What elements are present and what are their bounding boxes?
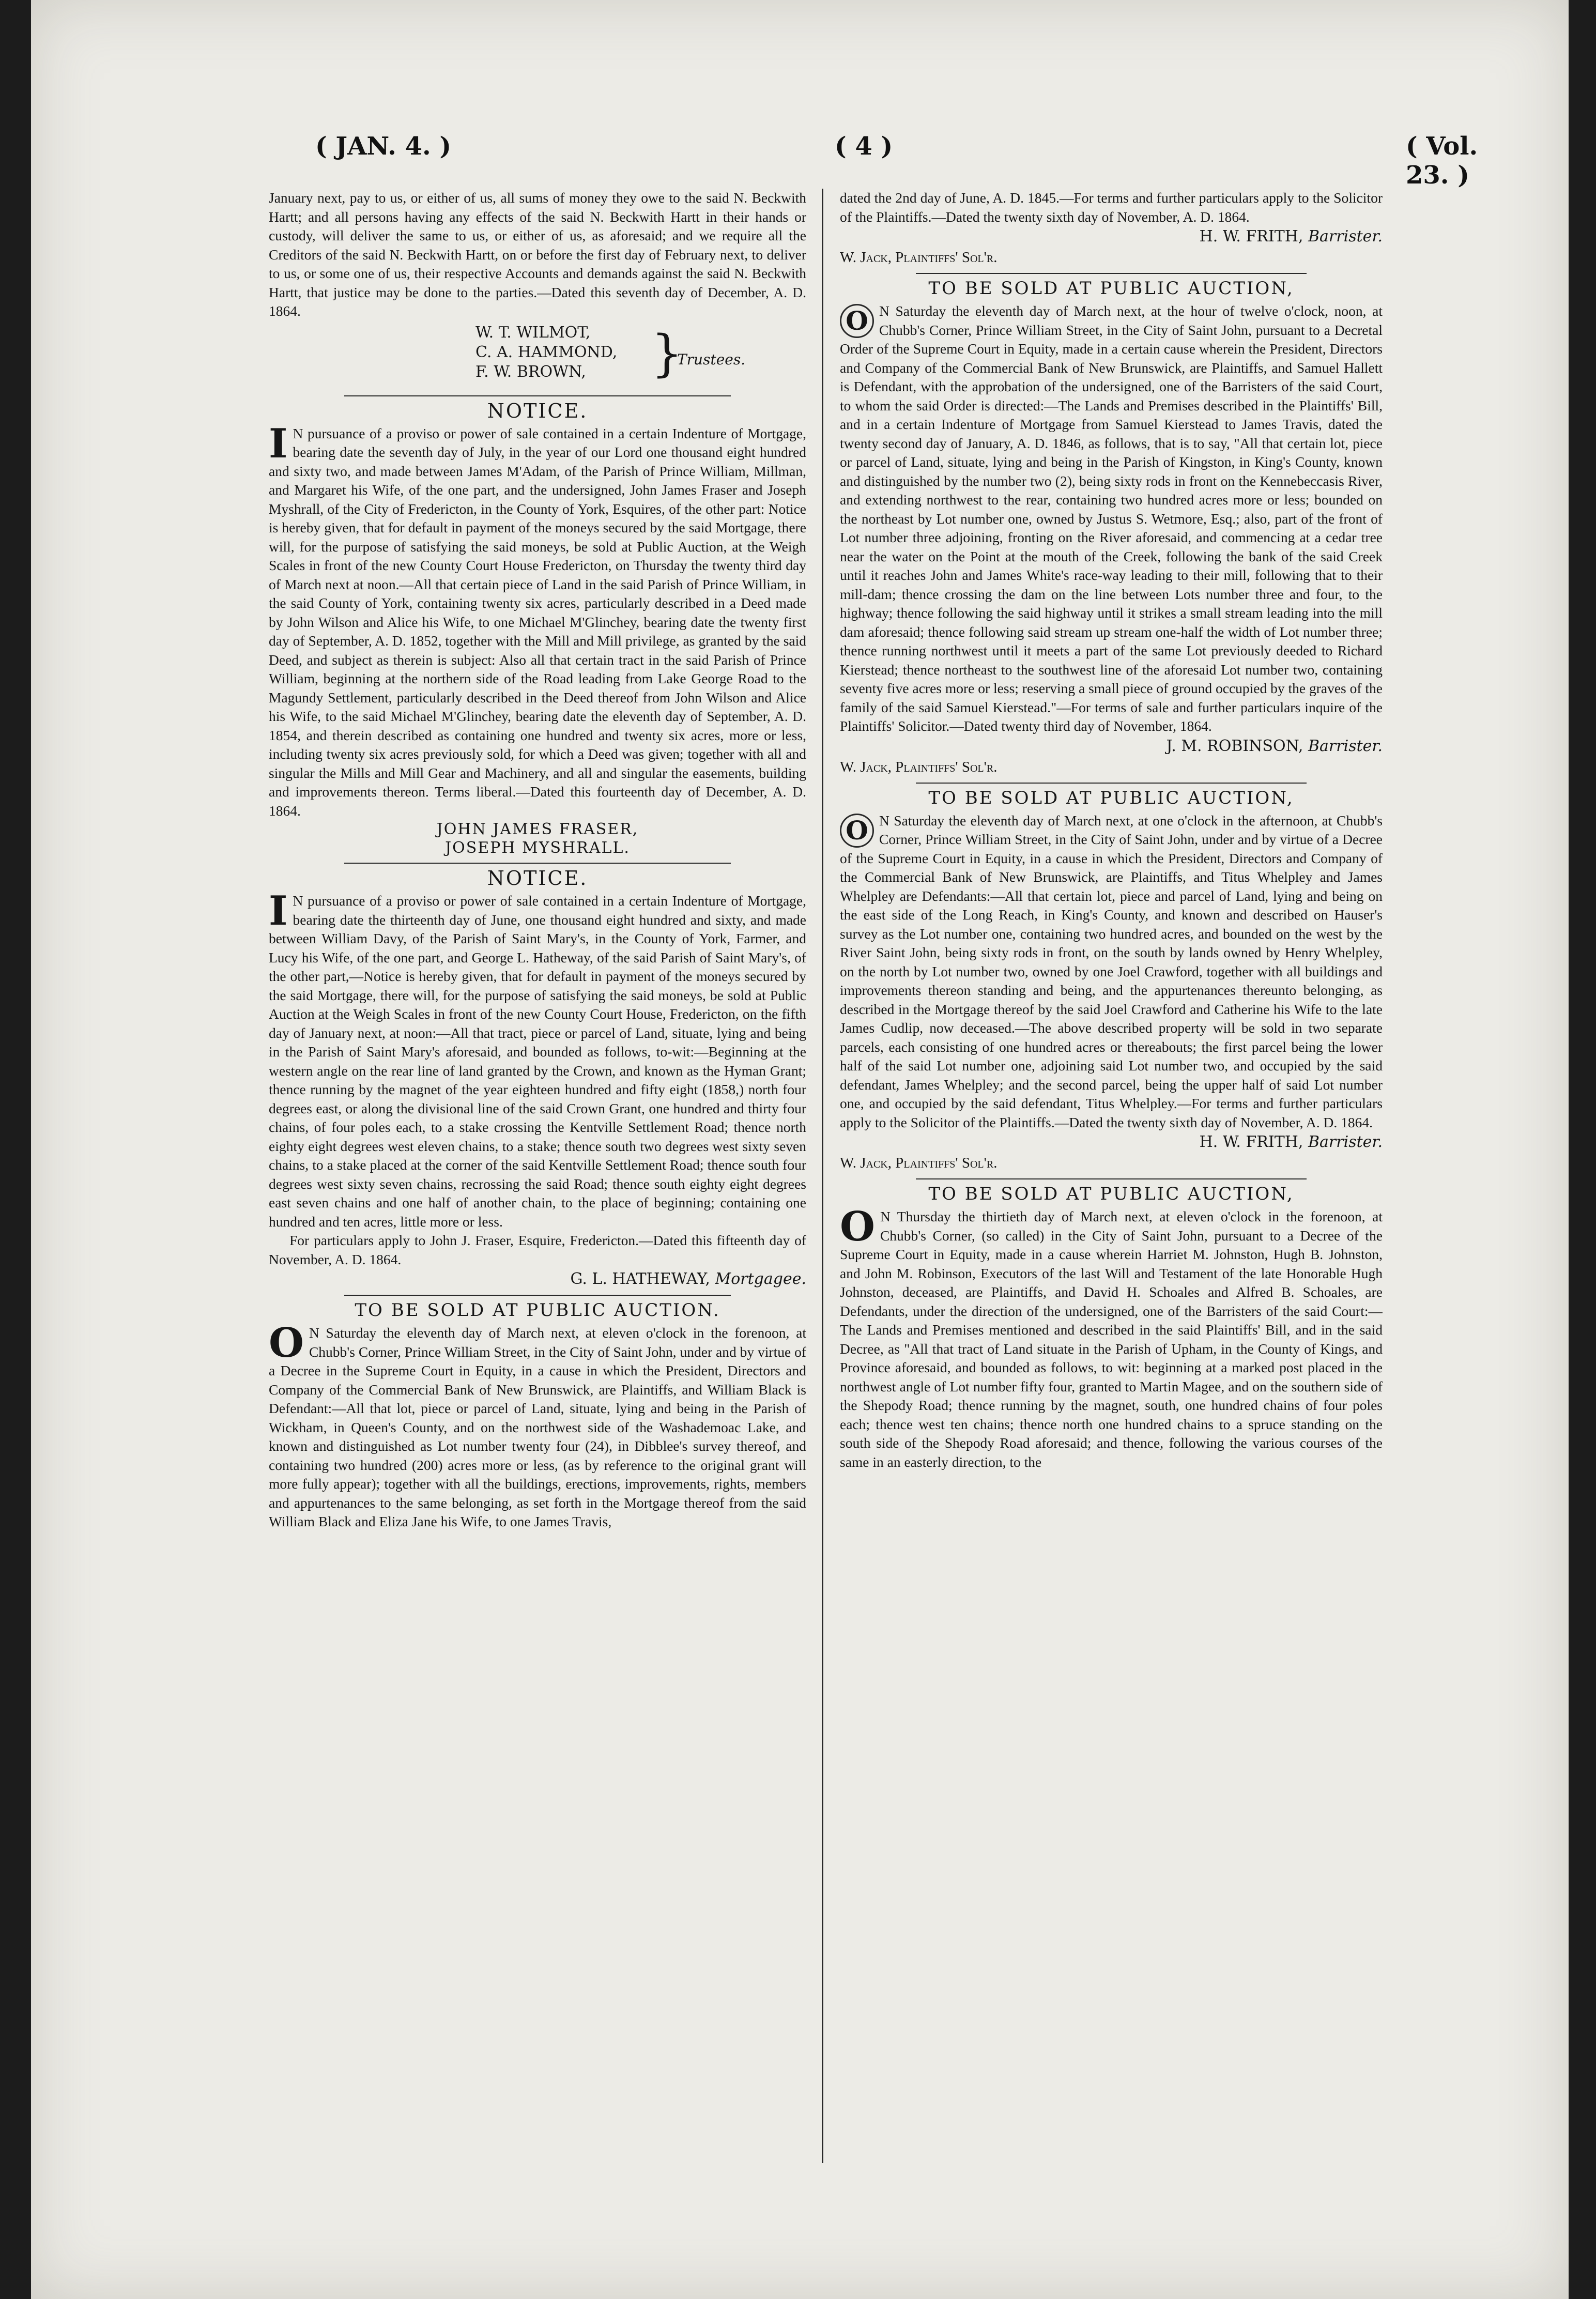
brace-glyph: } xyxy=(651,324,683,382)
mortgage-notice-hatheway xyxy=(269,867,806,1290)
barrister-role: Barrister. xyxy=(1308,1133,1383,1151)
trustee-name: F. W. BROWN, xyxy=(475,362,586,381)
drop-cap: I xyxy=(269,420,288,467)
drop-cap: O xyxy=(269,1320,304,1367)
issue-date: ( JAN. 4. ) xyxy=(315,132,452,161)
signature-line xyxy=(269,1269,806,1290)
auction-notice-hallett xyxy=(840,277,1383,777)
notice-body xyxy=(840,811,1383,1132)
newspaper-page xyxy=(31,0,1569,2299)
notice-text: N pursuance of a proviso or power of sale contained in a certain Indenture of Mortgage, bearing date the seventh day of July, in the year of our Lord one thousand eight hundred and sixty two, and made between James M'Adam, of the Parish of Prince William, Millman, and Margaret his Wife, of the one part, and the undersigned, John James Fraser and Joseph Myshrall, of the City of Fredericton, in the County of York, Esquires, of the other part: Notice is hereby given, that for default in payment of the moneys secured by the said Mortgage, there will, for the purpose of satisfying the said moneys, be sold at Public Auction, at the Weigh Scales in front of the new County Court House Fredericton, on Thursday the twenty third day of March next at noon.—All that certain piece of Land in the said Parish of Prince William, in the said County of York, containing twenty six acres, particularly described in a Deed made by John Wilson and Alice his Wife, to one Michael M'Glinchey, bearing date the twenty first day of September, A. D. 1852, together with the Mill and Mill privilege, as granted by the said Deed, and subject as therein is subject: Also all that certain tract in the said Parish of Prince William, beginning at the northern side of the Road leading from Lake George Road to the Magundy Settlement, particularly described in the Deed thereof from John Wilson and Alice his Wife, to the said Michael M'Glinchey, bearing date the eleventh day of September, A. D. 1854, and therein described as containing one hundred and twenty six acres, more or less, including twenty six acres previously sold, for which a Deed was given; together with all and singular the Mills and Mill Gear and Machinery, and all and singular the easements, building and improvements thereon. Terms liberal.—Dated this fourteenth day of December, A. D. 1864. xyxy=(269,425,806,819)
drop-cap: I xyxy=(269,887,288,934)
trustee-name: C. A. HAMMOND, xyxy=(475,343,618,361)
trustee-name: W. T. WILMOT, xyxy=(475,323,591,342)
solicitor-line: W. Jack, Plaintiffs' Sol'r. xyxy=(840,758,997,775)
auction-notice-whelpley xyxy=(840,787,1383,1174)
notice-heading: NOTICE. xyxy=(487,399,588,422)
section-rule xyxy=(344,863,731,864)
auction-notice-continued xyxy=(840,189,1383,268)
section-rule xyxy=(916,273,1307,274)
barrister-role: Barrister. xyxy=(1308,227,1383,246)
notice-body xyxy=(269,1320,806,1531)
section-rule xyxy=(344,1295,731,1296)
notice-body xyxy=(269,420,806,821)
running-head xyxy=(83,132,1520,190)
notice-body xyxy=(840,302,1383,736)
drop-cap: O xyxy=(840,304,874,338)
solicitor-line: W. Jack, Plaintiffs' Sol'r. xyxy=(840,249,997,266)
left-column xyxy=(269,189,806,2204)
signature-line xyxy=(840,1132,1383,1153)
trustees-label: Trustees. xyxy=(677,350,746,368)
drop-cap: O xyxy=(840,814,874,848)
notice-text: N Saturday the eleventh day of March next, at one o'clock in the afternoon, at Chubb's Corner, Prince William Street, in the City of Saint John, under and by virtue of a Decree of the Supreme Court in Equity, in a cause in which the President, Directors and Company of the Commercial Bank of New Brunswick, are Plaintiffs, and Titus Whelpley and James Whelpley are Defendants:—All that certain lot, piece and parcel of Land, lying and being on the east side of the Long Reach, in King's County, and known and described on Hauser's survey as the Lot number one, containing two hundred acres, and bounded on the west by the River Saint John, being sixty rods in front, on the south by lands owned by Henry Whelpley, on the north by Lot number two, owned by one Joel Crawford, together with all buildings and improvements thereon standing and being, and the appurtenances thereunto belonging, as described in the Mortgage thereof by the said Joel Crawford and Catherine his Wife to the late James Cudlip, now deceased.—The above described property will be sold in two separate parcels, each consisting of one hundred acres or thereabouts; the first parcel being the lower half of the said Lot number one, adjoining said Lot number two, and occupied by the said defendant, James Whelpley; and the second parcel, being the upper half of said Lot number one, and occupied by the said defendant, Titus Whelpley.—For terms and further particulars apply to the Solicitor of the Plaintiffs.—Dated the twenty sixth day of November, A. D. 1864. xyxy=(840,812,1383,1130)
notice-body: dated the 2nd day of June, A. D. 1845.—For terms and further particulars apply to the Solicitor of the Plaintiffs.—Dated the twenty sixth day of November, A. D. 1864. xyxy=(840,190,1383,225)
column-divider xyxy=(822,189,823,2163)
barrister-name: H. W. FRITH, xyxy=(1199,227,1303,246)
notice-closing: For particulars apply to John J. Fraser, Esquire, Fredericton.—Dated this fifteenth day of November, A. D. 1864. xyxy=(269,1232,806,1267)
section-rule xyxy=(916,1178,1307,1179)
section-rule xyxy=(344,395,731,396)
signature-role: Mortgagee. xyxy=(715,1270,806,1288)
signature-line xyxy=(840,736,1383,757)
signature: JOSEPH MYSHRALL. xyxy=(445,839,630,857)
signature-name: G. L. HATHEWAY, xyxy=(570,1270,710,1288)
notice-body xyxy=(269,887,806,1231)
notice-heading: TO BE SOLD AT PUBLIC AUCTION, xyxy=(928,787,1294,808)
notice-text: N Saturday the eleventh day of March next, at the hour of twelve o'clock, noon, at Chubb's Corner, Prince William Street, in the City of Saint John, pursuant to a Decretal Order of the Supreme Court in Equity, made in a certain cause wherein the President, Directors and Company of the Commercial Bank of New Brunswick, are Plaintiffs, and Samuel Hallett is Defendant, with the approbation of the undersigned, one of the Barristers of the said Court, to whom the said Order is directed:—The Lands and Premises described in the Plaintiffs' Bill, and in a certain Indenture of Mortgage from Samuel Kierstead to James Travis, dated the twenty second day of January, A. D. 1846, as follows, that is to say, "All that certain lot, piece or parcel of Land, situate, lying and being in the Parish of Kingston, in King's County, known and distinguished by the number two (2), being sixty rods in front on the Kennebeccasis River, and extending northwest to the rear, containing two hundred acres more or less; bounded on the northeast by Lot number one, owned by Justus S. Wetmore, Esq.; also, part of the front of Lot number three adjoining, fronting on the River aforesaid, and commencing at a cedar tree near the water on the Point at the mouth of the Creek, following the bank of the said Creek until it reaches John and James White's race-way leading to their mill, following that to their mill-dam; thence crossing the dam on the line between Lots number three and four, to the highway; thence following the said highway until it strikes a small stream leading into the mill dam aforesaid; thence following said stream up stream one-half the width of Lot number three; thence running northwest until it meets a part of the same Lot previously deeded to Richard Kierstead; thence northeast to the southwest line of the aforesaid Lot number two, containing seventy five acres more or less; reserving a small piece of ground occupied by the graves of the family of the said Samuel Kierstead."—For terms of sale and further particulars inquire of the Plaintiffs' Solicitor.—Dated twenty third day of November, 1864. xyxy=(840,303,1383,734)
volume-number: ( Vol. 23. ) xyxy=(1406,132,1478,190)
barrister-name: J. M. ROBINSON, xyxy=(1166,737,1303,755)
trustees-notice-continued xyxy=(269,189,806,390)
notice-body: January next, pay to us, or either of us, all sums of money they owe to the said N. Beckwith Hartt; and all persons having any effects of the said N. Beckwith Hartt in their hands or custody, will deliver the same to us, or either of us, as aforesaid; and we require all the Creditors of the said N. Beckwith Hartt, on or before the first day of February next, to deliver to us, or some one of us, their respective Accounts and demands against the said N. Beckwith Hartt, that justice may be done to the parties.—Dated this seventh day of December, A. D. 1864. xyxy=(269,190,806,319)
notice-heading: TO BE SOLD AT PUBLIC AUCTION. xyxy=(355,1300,720,1321)
barrister-role: Barrister. xyxy=(1308,737,1383,755)
signature-line xyxy=(840,226,1383,247)
notice-heading: TO BE SOLD AT PUBLIC AUCTION, xyxy=(928,278,1294,299)
drop-cap: O xyxy=(840,1203,875,1250)
mortgage-notice-fraser xyxy=(269,400,806,858)
signature: JOHN JAMES FRASER, xyxy=(436,820,639,838)
trustees-signature-block xyxy=(269,323,806,390)
notice-body xyxy=(840,1203,1383,1472)
notice-text: N pursuance of a proviso or power of sale contained in a certain Indenture of Mortgage, bearing date the thirteenth day of June, one thousand eight hundred and sixty, and made between William Davy, of the Parish of Saint Mary's, in the County of York, Farmer, and Lucy his Wife, of the one part, and George L. Hatheway, of the said Parish of Saint Mary's, of the other part,—Notice is hereby given, that for default in payment of the moneys secured by the said Mortgage, there will, for the purpose of satisfying the said moneys, be sold at Public Auction at the Weigh Scales in front of the new County Court House, Fredericton, on the fifth day of January next, at noon:—All that tract, piece or parcel of Land, situate, lying and being in the Parish of Saint Mary's aforesaid, and bounded as follows, to-wit:—Beginning at the western angle on the rear line of land granted by the Crown, and known as the Hyman Grant; thence running by the magnet of the year eighteen hundred and fifty eight (1858,) north four degrees east, or along the divisional line of the said Crown Grant, one hundred and thirty four chains, of four poles each, to a stake crossing the Kentville Settlement Road; thence north eighty eight degrees west eleven chains, to a stake; thence south two degrees west sixty seven chains, to a stake placed at the corner of the said Kentville Settlement Road; thence south four degrees west sixty seven chains, recrossing the said Road; thence south eighty eight degrees east seven chains and one half of another chain, to the place of beginning; containing one hundred and ten acres, little more or less. xyxy=(269,893,806,1230)
section-rule xyxy=(916,783,1307,784)
trustee-names xyxy=(475,323,617,382)
notice-text: N Saturday the eleventh day of March next, at eleven o'clock in the forenoon, at Chubb's Corner, Prince William Street, in the City of Saint John, under and by virtue of a Decree in the Supreme Court in Equity, in a cause in which the President, Directors and Company of the Commercial Bank of New Brunswick, are Plaintiffs, and William Black is Defendant:—All that lot, piece or parcel of Land, situate, lying and being in the Parish of Wickham, in Queen's County, and on the northwest side of the Washademoac Lake, and known and distinguished as Lot number twenty four (24), in Dibblee's survey thereof, and containing two hundred (200) acres more or less, (as by reference to the original grant will more fully appear); together with all the buildings, erections, improvements, rights, members and appurtenances to the same belonging, as set forth in the Mortgage thereof from the said William Black and Eliza Jane his Wife, to one James Travis, xyxy=(269,1325,806,1529)
page-number: ( 4 ) xyxy=(835,132,893,161)
notice-heading: NOTICE. xyxy=(487,867,588,890)
solicitor-line: W. Jack, Plaintiffs' Sol'r. xyxy=(840,1155,997,1171)
auction-notice-black xyxy=(269,1299,806,1531)
auction-notice-johnston xyxy=(840,1183,1383,1472)
notice-heading: TO BE SOLD AT PUBLIC AUCTION, xyxy=(928,1184,1294,1204)
barrister-name: H. W. FRITH, xyxy=(1199,1133,1303,1151)
right-column xyxy=(840,189,1383,2204)
notice-text: N Thursday the thirtieth day of March next, at eleven o'clock in the forenoon, at Chubb's Corner, (so called) in the City of Saint John, pursuant to a Decree of the Supreme Court in Equity, made in a cause wherein Harriet M. Johnston, Hugh B. Johnston, and John M. Robinson, Executors of the last Will and Testament of the late Honorable Hugh Johnston, deceased, are Plaintiffs, and David H. Schoales and Alfred B. Schoales, are Defendants, under the direction of the undersigned, one of the Barristers of the said Court:—The Lands and Premises mentioned and described in the said Plaintiffs' Bill, and in the said Decree, as "All that tract of Land situate in the Parish of Upham, in the County of Kings, and Province aforesaid, and bounded as follows, to wit: beginning at a marked post placed in the northwest angle of Lot number fifty four, granted to Martin Magee, and on the southern side of the Shepody Road; thence running by the magnet, south, one hundred chains of four poles each; thence west ten chains; thence north one hundred chains to a spruce standing on the south side of the Shepody Road aforesaid; and thence, following the various courses of the same in an easterly direction, to the xyxy=(840,1208,1383,1470)
